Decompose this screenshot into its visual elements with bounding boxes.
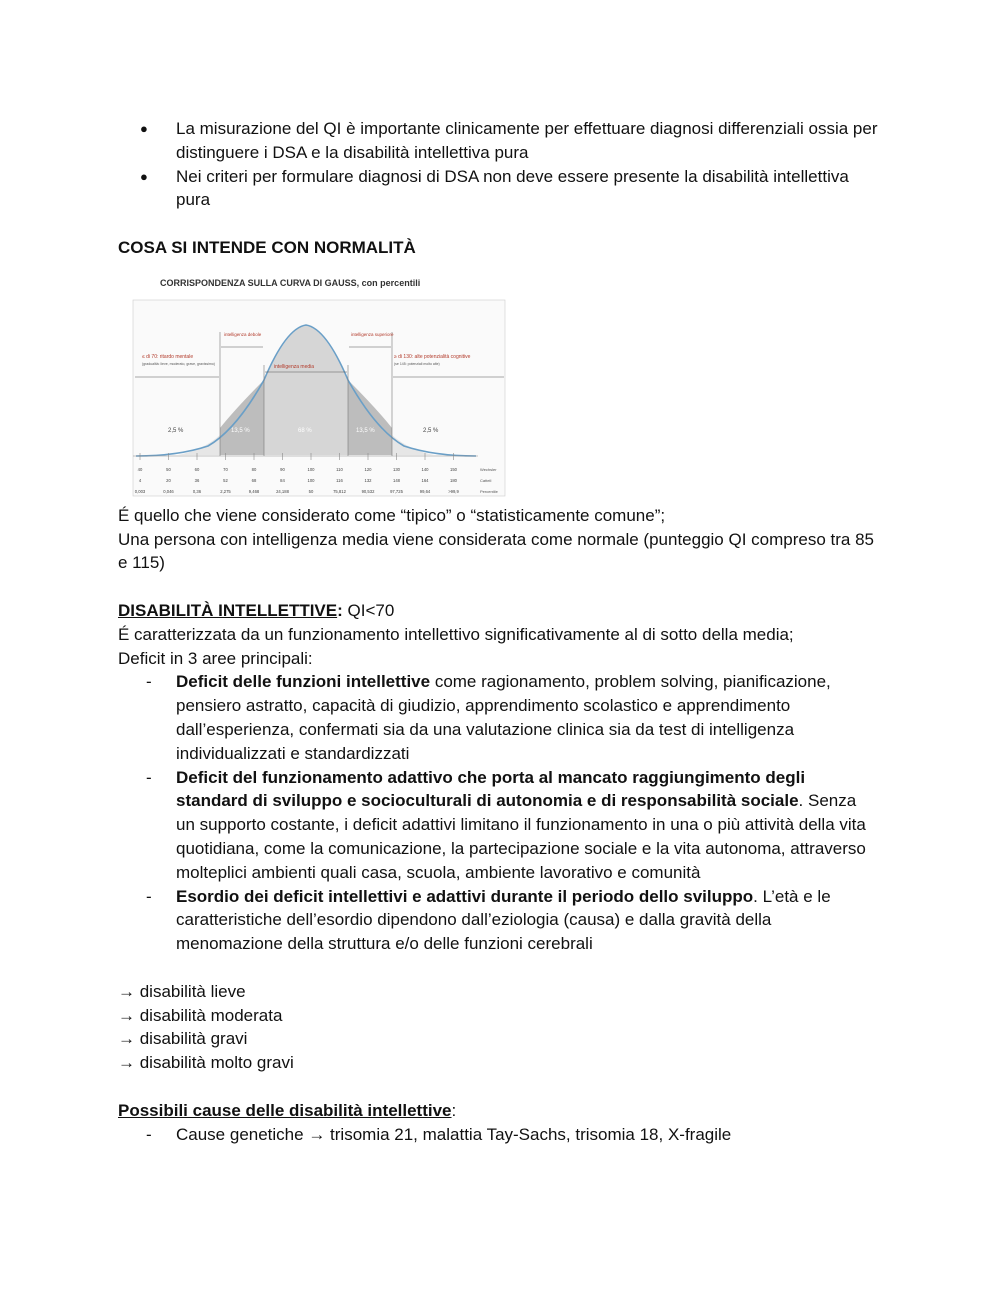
tick-qi: 150 [450,466,457,472]
tick-qi: 60 [194,466,200,472]
normality-para-2: Una persona con intelligenza media viene considerata come normale (punteggio QI compreso tra 85 e 115) [118,529,874,573]
tick-qi: 120 [364,466,372,472]
tick-qi: 140 [421,466,429,472]
disability-heading: DISABILITÀ INTELLETTIVE [118,600,338,620]
pct-weak: 13,5 % [231,427,250,434]
pct-tail-left: 2,5 % [168,427,184,434]
deficit-item-3-text: . L’età e le caratteristiche dell’esordio dipendono dall’eziologia (causa) e dalla gravità della menomazione della struttura e/o delle funzioni cerebrali [176,886,831,954]
tick-cattell: 148 [393,477,400,483]
deficit-item-2 [118,766,878,885]
deficit-item-3 [118,885,878,956]
tick-qi: 130 [393,466,400,472]
document-page [118,117,878,1146]
tick-percentile: 2,275 [220,488,231,494]
tick-percentile: 97,725 [390,488,403,494]
tick-qi: 100 [307,466,315,472]
tick-cattell: 84 [280,477,285,483]
tick-qi: 110 [336,466,343,472]
causes-heading-line [118,1099,878,1123]
deficit-item-2-text: . Senza un supporto costante, i deficit adattivi limitano il funzionamento in una o più attività della vita quotidiana, come la comunicazione, la partecipazione sociale e la vita autonoma, attraverso molteplici ambienti quali casa, scuola, ambiente lavorativo e comunità [176,791,866,882]
tick-percentile: 75,812 [333,488,346,494]
tick-qi: 40 [137,466,143,472]
intro-bullet-1: ● La misurazione del QI è importante clinicamente per effettuare diagnosi differenziali ossia per distinguere i DSA e la disabilità intellettiva pura [118,117,878,165]
deficit-item-2-bold: Deficit del funzionamento adattivo che porta al mancato raggiungimento degli standard di sviluppo e socioculturali di autonomia e di responsabilità sociale [176,767,806,811]
level-lieve: → disabilità lieve [118,981,246,1001]
tick-cattell: 36 [194,477,200,483]
label-left-sub: (gradualità: lieve, moderato, grave, gravissimo) [142,361,215,366]
label-left: ≤ di 70: ritardo mentale [142,353,194,360]
level-moderata: → disabilità moderata [118,1005,283,1025]
tick-percentile: 0,003 [134,488,146,494]
normality-para-1: É quello che viene considerato come “tipico” o “statisticamente comune”; [118,505,666,525]
tick-cattell: 68 [251,477,257,483]
tick-qi: 90 [280,466,285,472]
tick-percentile: 0,046 [163,488,174,494]
row-label-wechsler: Wechsler [480,466,497,472]
intro-bullet-2: ● Nei criteri per formulare diagnosi di DSA non deve essere presente la disabilità intellettiva pura [118,165,878,213]
pct-sup: 13,5 % [356,427,375,434]
causes-heading: Possibili cause delle disabilità intellettive [118,1100,452,1120]
deficit-item-3-bold: Esordio dei deficit intellettivi e adattivi durante il periodo dello sviluppo [176,886,754,906]
label-sup: intelligenza superiore [351,331,394,337]
tick-percentile: >99,9 [448,488,459,494]
disability-para-2: Deficit in 3 aree principali: [118,648,313,668]
deficit-item-1-text: come ragionamento, problem solving, pianificazione, pensiero astratto, capacità di giudizio, apprendimento scolastico e apprendimento dall’esperienza, confermati sia da una valutazione clinica sia da test di intelligenza individualizzati e standardizzati [176,672,831,763]
level-gravi: → disabilità gravi [118,1029,248,1049]
deficit-list [118,670,878,956]
tick-cattell: 52 [223,477,228,483]
tick-cattell: 4 [138,477,142,483]
tick-percentile: 24,188 [276,488,289,494]
disability-para-1: É caratterizzata da un funzionamento intellettivo significativamente al di sotto della media; [118,624,794,644]
cause-item-1: - Cause genetiche → trisomia 21, malattia Tay-Sachs, trisomia 18, X-fragile [118,1123,878,1147]
normality-heading: COSA SI INTENDE CON NORMALITÀ [118,237,416,257]
figure-title: CORRISPONDENZA SULLA CURVA DI GAUSS, con percentili [160,277,421,288]
gauss-curve-figure [118,270,508,500]
tick-cattell: 20 [166,477,171,483]
row-label-cattell: Cattell [480,477,492,483]
tick-percentile: 99,64 [419,488,431,494]
level-molto-gravi: → disabilità molto gravi [118,1053,294,1073]
causes-heading-colon: : [451,1100,457,1120]
tick-cattell: 180 [450,477,457,483]
disability-heading-suffix: QI<70 [342,600,395,620]
intro-bullet-list [118,117,878,212]
label-mid: intelligenza media [274,363,315,370]
tick-cattell: 100 [307,477,315,483]
deficit-item-1 [118,670,878,765]
pct-mid: 68 % [298,427,312,434]
row-label-percentile: Percentile [480,488,498,494]
label-weak: intelligenza debole [224,331,262,337]
deficit-item-1-bold: Deficit delle funzioni intellettive [176,672,431,692]
tick-percentile: 50 [308,488,314,494]
tick-qi: 80 [251,466,257,472]
causes-list [118,1123,878,1147]
tick-qi: 50 [166,466,171,472]
tick-cattell: 164 [421,477,429,483]
tick-percentile: 0,36 [192,488,202,494]
tick-percentile: 9,468 [248,488,260,494]
tick-cattell: 132 [364,477,372,483]
pct-tail-right: 2,5 % [423,427,439,434]
tick-percentile: 90,532 [361,488,375,494]
label-right: ≥ di 130: alte potenzialità cognitive [394,353,471,360]
disability-heading-line [118,599,878,623]
disability-heading-colon: : [337,600,343,620]
tick-qi: 70 [223,466,228,472]
label-right-sub: (se 145: potenziali molto alte) [394,361,440,366]
tick-cattell: 116 [336,477,343,483]
